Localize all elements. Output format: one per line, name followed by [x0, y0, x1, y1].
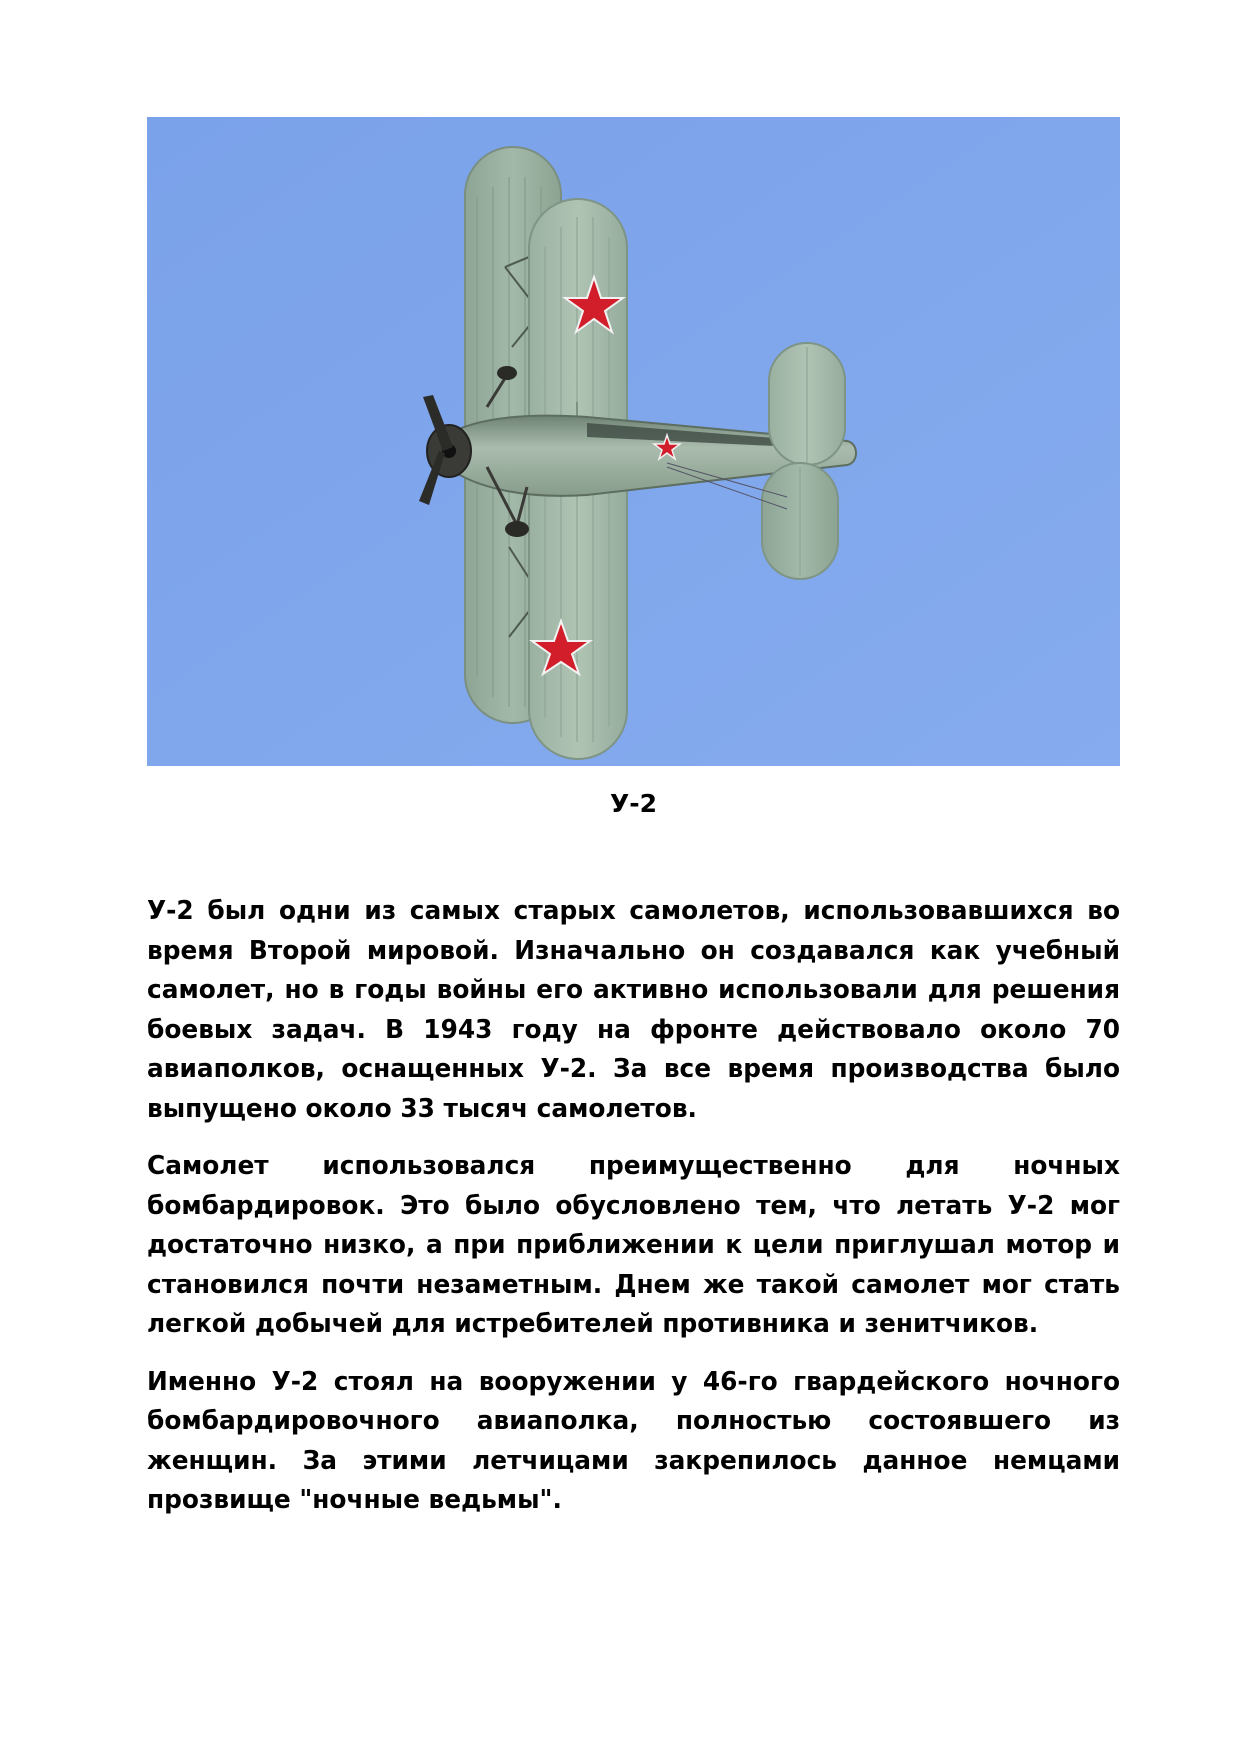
paragraph: У-2 был одни из самых старых самолетов, использовавшихся во время Второй мировой. Изначально он создавался как учебный самолет, но в годы войны его активно использовали для решения боевых задач. В 1943 году на фронте действовало около 70 авиаполков, оснащенных У-2. За все время производства было выпущено около 33 тысяч самолетов.	[147, 896, 1120, 1124]
article-body	[147, 892, 1120, 1539]
wheel	[505, 521, 529, 537]
aircraft-photo	[147, 117, 1120, 766]
paragraph: Самолет использовался преимущественно для ночных бомбардировок. Это было обусловлено тем, что летать У-2 мог достаточно низко, а при приближении к цели приглушал мотор и становился почти незаметным. Днем же такой самолет мог стать легкой добычей для истребителей противника и зенитчиков.	[147, 1151, 1120, 1339]
figure-caption: У-2	[609, 789, 658, 818]
biplane-illustration	[147, 117, 1120, 766]
paragraph: Именно У-2 стоял на вооружении у 46-го гвардейского ночного бомбардировочного авиаполка, полностью состоявшего из женщин. За этими летчицами закрепилось данное немцами прозвище "ночные ведьмы".	[147, 1366, 1120, 1515]
wheel	[497, 366, 517, 380]
